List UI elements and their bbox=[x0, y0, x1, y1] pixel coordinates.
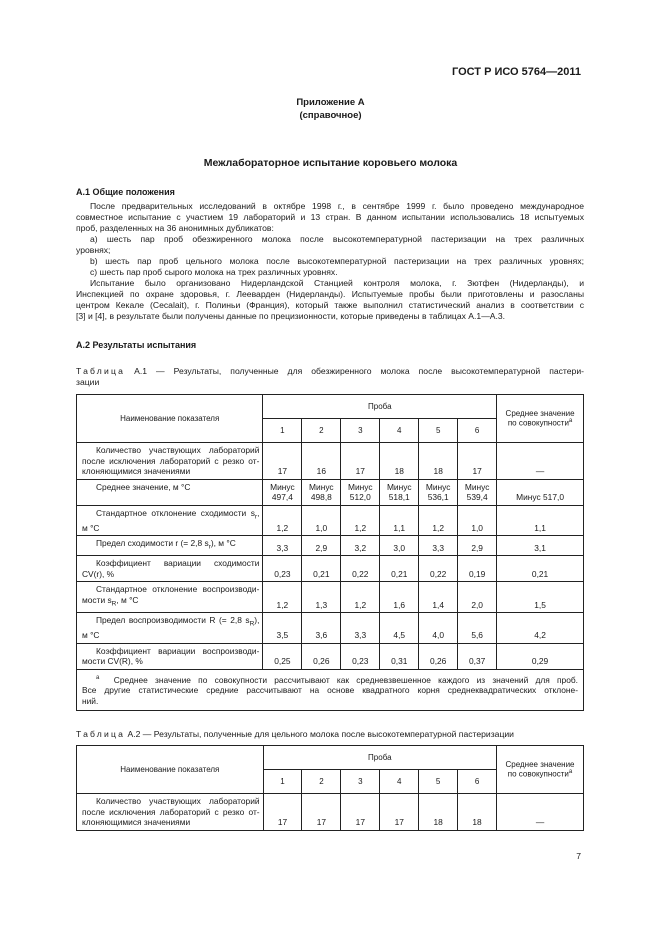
table2-col: 4 bbox=[380, 770, 419, 794]
table-row: Стандартное отклонение сходимости $s_r$, м °С 1,2 1,0 1,2 1,1 1,2 1,0 1,1 bbox=[77, 505, 584, 536]
section-a1-heading: А.1 Общие положения bbox=[76, 187, 175, 197]
table2-col: 5 bbox=[419, 770, 458, 794]
table-row: Коэффициент вариации воспроизводи-мости CV(R), % 0,25 0,26 0,23 0,31 0,26 0,37 0,29 bbox=[77, 643, 584, 669]
table2-head-name: Наименование показателя bbox=[77, 746, 264, 794]
table-row: Стандартное отклонение воспроизводи-мости $s_R$, м °С 1,2 1,3 1,2 1,6 1,4 2,0 1,5 bbox=[77, 582, 584, 613]
standard-code: ГОСТ Р ИСО 5764—2011 bbox=[451, 66, 581, 78]
table2-col: 2 bbox=[302, 770, 341, 794]
table1-head-proba: Проба bbox=[263, 395, 497, 419]
table-1 bbox=[76, 394, 584, 711]
section-a2-heading: А.2 Результаты испытания bbox=[76, 340, 197, 350]
table2-head-proba: Проба bbox=[263, 746, 496, 770]
table2-caption bbox=[76, 729, 584, 740]
table-row: Коэффициент вариации сходимости CV(r), % 0,23 0,21 0,22 0,21 0,22 0,19 0,21 bbox=[77, 556, 584, 582]
table1-col: 3 bbox=[341, 419, 380, 443]
table-row: Количество участвующих лабораторий после исключения лабораторий с резко от-клоняющимися значениями 17 17 17 17 18 18 — bbox=[77, 794, 584, 831]
table1-caption-cont: зации bbox=[76, 377, 100, 387]
table1-head-mean: Среднее значение по совокупности$^a$ bbox=[497, 395, 584, 443]
main-title: Межлабораторное испытание коровьего молока bbox=[203, 157, 458, 169]
table2-caption-text: А.2 — Результаты, полученные для цельного молока после высокотемпературной пастеризации bbox=[127, 729, 514, 739]
paragraph-line: [3] и [4], в результате были получены данные по прецизионности, которые приведены в таблицах А.1—А.3. bbox=[76, 311, 506, 321]
list-item-a-cont: уровнях; bbox=[76, 245, 111, 255]
table-row: Предел сходимости r (= 2,8 $s_r$), м °С 3,3 2,9 3,2 3,0 3,3 2,9 3,1 bbox=[77, 536, 584, 556]
table2-col: 6 bbox=[458, 770, 497, 794]
table-row: Количество участвующих лабораторий после исключения лабораторий с резко от-клоняющимися значениями 17 16 17 18 18 17 — bbox=[77, 443, 584, 480]
table1-col: 4 bbox=[380, 419, 419, 443]
paragraph-line: Инспекцией по охране здоровья, г. Леевардeн (Нидерланды). Испытуемые пробы были приготовлены и разосланы bbox=[76, 289, 584, 299]
table2-col: 1 bbox=[263, 770, 302, 794]
table1-caption-label: Таблица bbox=[76, 366, 126, 376]
table1-head-name: Наименование показателя bbox=[77, 395, 263, 443]
table1-col: 1 bbox=[263, 419, 302, 443]
paragraph-line: Испытание было организовано Нидерландской Станцией контроля молока, г. Зютфен (Нидерланды), и bbox=[90, 278, 584, 288]
annex-title: Приложение А bbox=[296, 97, 365, 108]
paragraph-line: После предварительных исследований в октябре 1998 г., в сентябре 1999 г. было проведено международное bbox=[90, 201, 584, 211]
table1-footnote: $^a$ Среднее значение по совокупности рассчитывают как средневзвешенное каждого из значений для проб. Все другие статистические средние рассчитывают на основе квадратного корня среднеквадратических отклоне- ний. bbox=[77, 669, 584, 711]
list-item-b: b) шесть пар проб цельного молока после высокотемпературной пастеризации на трех различных уровнях; bbox=[90, 256, 584, 266]
table1-caption bbox=[76, 366, 584, 388]
paragraph-line: совместное испытание с участием 19 лабораторий и 13 стран. В данном испытании использовались 18 испытуемых bbox=[76, 212, 584, 222]
list-item-a: a) шесть пар проб обезжиренного молока после высокотемпературной пастеризации на трех различных bbox=[90, 234, 584, 244]
table-row: Среднее значение, м °С Минус 497,4 Минус 498,8 Минус 512,0 Минус 518,1 Минус 536,1 Минус 539,4 Минус 517,0 bbox=[77, 479, 584, 505]
annex-type: (справочное) bbox=[299, 110, 362, 121]
table1-col: 2 bbox=[302, 419, 341, 443]
paragraph-line: центром Кекале (Cecalait), г. Полиньи (Франция), который также выполнил статистический анализ в соответствии с bbox=[76, 300, 584, 310]
table2-caption-label: Таблица bbox=[76, 729, 126, 739]
list-item-c: c) шесть пар проб сырого молока на трех различных уровнях. bbox=[90, 267, 338, 277]
table-2 bbox=[76, 745, 584, 831]
table2-head-mean: Среднее значение по совокупности$^a$ bbox=[497, 746, 584, 794]
table1-caption-text: А.1 — Результаты, полученные для обезжиренного молока после высокотемпературной пастери- bbox=[134, 366, 584, 376]
paragraph-line: проб, разделенных на 36 анонимных дубликатов: bbox=[76, 223, 274, 233]
table2-col: 3 bbox=[341, 770, 380, 794]
page-number: 7 bbox=[576, 851, 581, 861]
table-row: Предел воспроизводимости R (= 2,8 $s_R$), м °С 3,5 3,6 3,3 4,5 4,0 5,6 4,2 bbox=[77, 613, 584, 644]
table1-col: 6 bbox=[458, 419, 497, 443]
section-a1-paragraph-1 bbox=[76, 201, 584, 322]
table1-col: 5 bbox=[419, 419, 458, 443]
table-note-row bbox=[77, 669, 584, 711]
